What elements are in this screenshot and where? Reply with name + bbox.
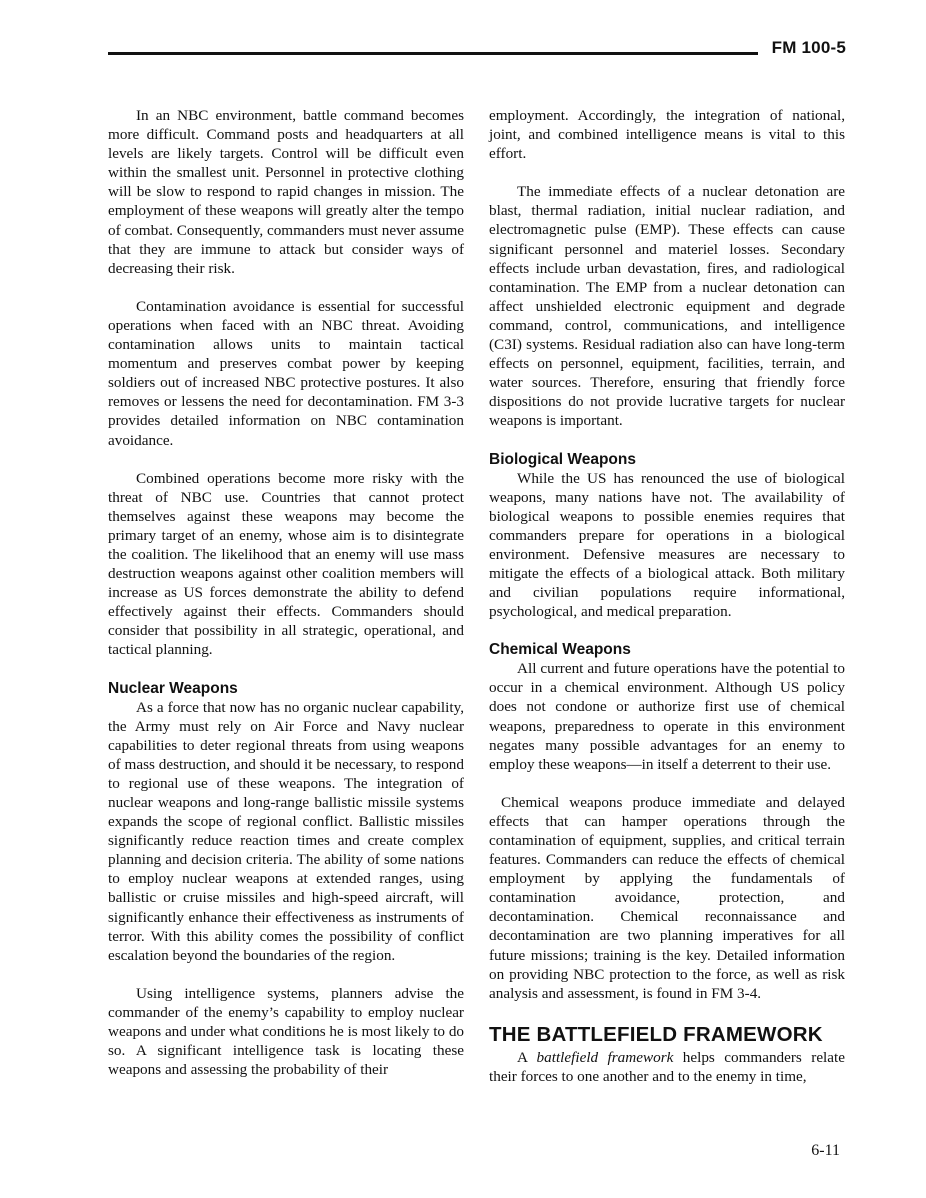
paragraph-biological-weapons: While the US has renounced the use of biological weapons, many nations have not. The availability of biological weapons to possible enemies requires that commanders prepare for operations in a biological environment. Defensive measures are necessary to mitigate the effects of a biological attack. Both military and civilian populations require informational, psychological, and medical preparation. bbox=[489, 469, 845, 621]
paragraph-nbc-battle-command: In an NBC environment, battle command becomes more difficult. Command posts and headquarters at all levels are likely targets. Control will be difficult even within the smallest unit. Personnel in protective clothing will be slow to respond to rapid changes in mission. The employment of these weapons will greatly alter the tempo of combat. Consequently, commanders must never assume that they are immune to attack but consider ways of decreasing their risk. bbox=[108, 107, 464, 277]
header-rule bbox=[108, 52, 758, 55]
paragraph-battlefield-framework bbox=[489, 1048, 845, 1086]
heading-nuclear-weapons: Nuclear Weapons bbox=[108, 679, 238, 697]
paragraph-chemical-effects: Chemical weapons produce immediate and delayed effects that can hamper operations through the contamination of equipment, supplies, and critical terrain features. Commanders can reduce the effects of chemical employment by applying the fundamentals of contamination avoidance, protection, and decontamination. Chemical reconnaissance and decontamination are two planning imperatives for all future missions; training is the key. Detailed information on providing NBC protection to the force, as well as risk analysis and assessment, is found in FM 3-4. bbox=[489, 793, 845, 1002]
framework-term: battlefield framework bbox=[536, 1048, 674, 1066]
paragraph-contamination-avoidance: Contamination avoidance is essential for successful operations when faced with an NBC threat. Avoiding contamination allows units to maintain tactical momentum and preserves combat power by keeping soldiers out of increased NBC protective postures. It also removes or lessens the need for decontamination. FM 3-3 provides detailed information on NBC contamination avoidance. bbox=[108, 297, 464, 449]
framework-lead-text: A bbox=[517, 1048, 537, 1066]
heading-battlefield-framework: THE BATTLEFIELD FRAMEWORK bbox=[489, 1022, 823, 1046]
heading-biological-weapons: Biological Weapons bbox=[489, 450, 636, 468]
page-header-title: FM 100-5 bbox=[771, 38, 846, 57]
heading-chemical-weapons: Chemical Weapons bbox=[489, 641, 631, 659]
paragraph-nuclear-capability: As a force that now has no organic nuclear capability, the Army must rely on Air Force and Navy nuclear capabilities to deter regional threats from using weapons of mass destruction, and should it be necessary, to respond to regional use of these weapons. The integration of nuclear weapons and long-range ballistic missile systems expands the scope of regional conflict. Ballistic missiles significantly reduce reaction times and create complex planning and decision criteria. The ability of some nations to employ nuclear weapons at extended ranges, using ballistic or cruise missiles and high-speed aircraft, will significantly enhance their effectiveness as instruments of terror. With this ability comes the possibility of conflict escalation beyond the boundaries of the region. bbox=[108, 698, 464, 964]
paragraph-combined-operations: Combined operations become more risky with the threat of NBC use. Countries that cannot protect themselves against these weapons may become the primary target of an enemy, whose aim is to disintegrate the coalition. The likelihood that an enemy will use mass destruction weapons against other coalition members will increase as US forces demonstrate the ability to defend effectively against their effects. Commanders should consider that possibility in all strategic, operational, and tactical planning. bbox=[108, 469, 464, 659]
paragraph-nuclear-effects: The immediate effects of a nuclear detonation are blast, thermal radiation, initial nuclear radiation, and electromagnetic pulse (EMP). These effects can cause significant personnel and materiel losses. Secondary effects include urban devastation, fires, and radiological contamination. The EMP from a nuclear detonation can affect unshielded electronic equipment and degrade command, control, communications, and intelligence (C3I) systems. Residual radiation also can have long-term effects on personnel, equipment, facilities, terrain, and water sources. Therefore, ensuring that friendly force dispositions do not provide lucrative targets for nuclear weapons is important. bbox=[489, 183, 845, 430]
paragraph-intelligence-continued: employment. Accordingly, the integration of national, joint, and combined intelligence means is vital to this effort. bbox=[489, 107, 845, 163]
left-column bbox=[108, 106, 464, 1079]
page-number: 6-11 bbox=[811, 1142, 840, 1159]
right-column bbox=[489, 106, 845, 1086]
paragraph-chemical-environment: All current and future operations have the potential to occur in a chemical environment. Although US policy does not condone or authorize first use of chemical weapons, preparedness to operate in this environment negates many possible advantages for an enemy to employ these weapons—in itself a deterrent to their use. bbox=[489, 660, 845, 773]
paragraph-intelligence-systems: Using intelligence systems, planners advise the commander of the enemy’s capability to employ nuclear weapons and under what conditions he is most likely to do so. A significant intelligence task is locating these weapons and assessing the probability of their bbox=[108, 984, 465, 1079]
framework-rest-text: helps commanders relate their forces to one another and to the enemy in time, bbox=[489, 1048, 845, 1085]
